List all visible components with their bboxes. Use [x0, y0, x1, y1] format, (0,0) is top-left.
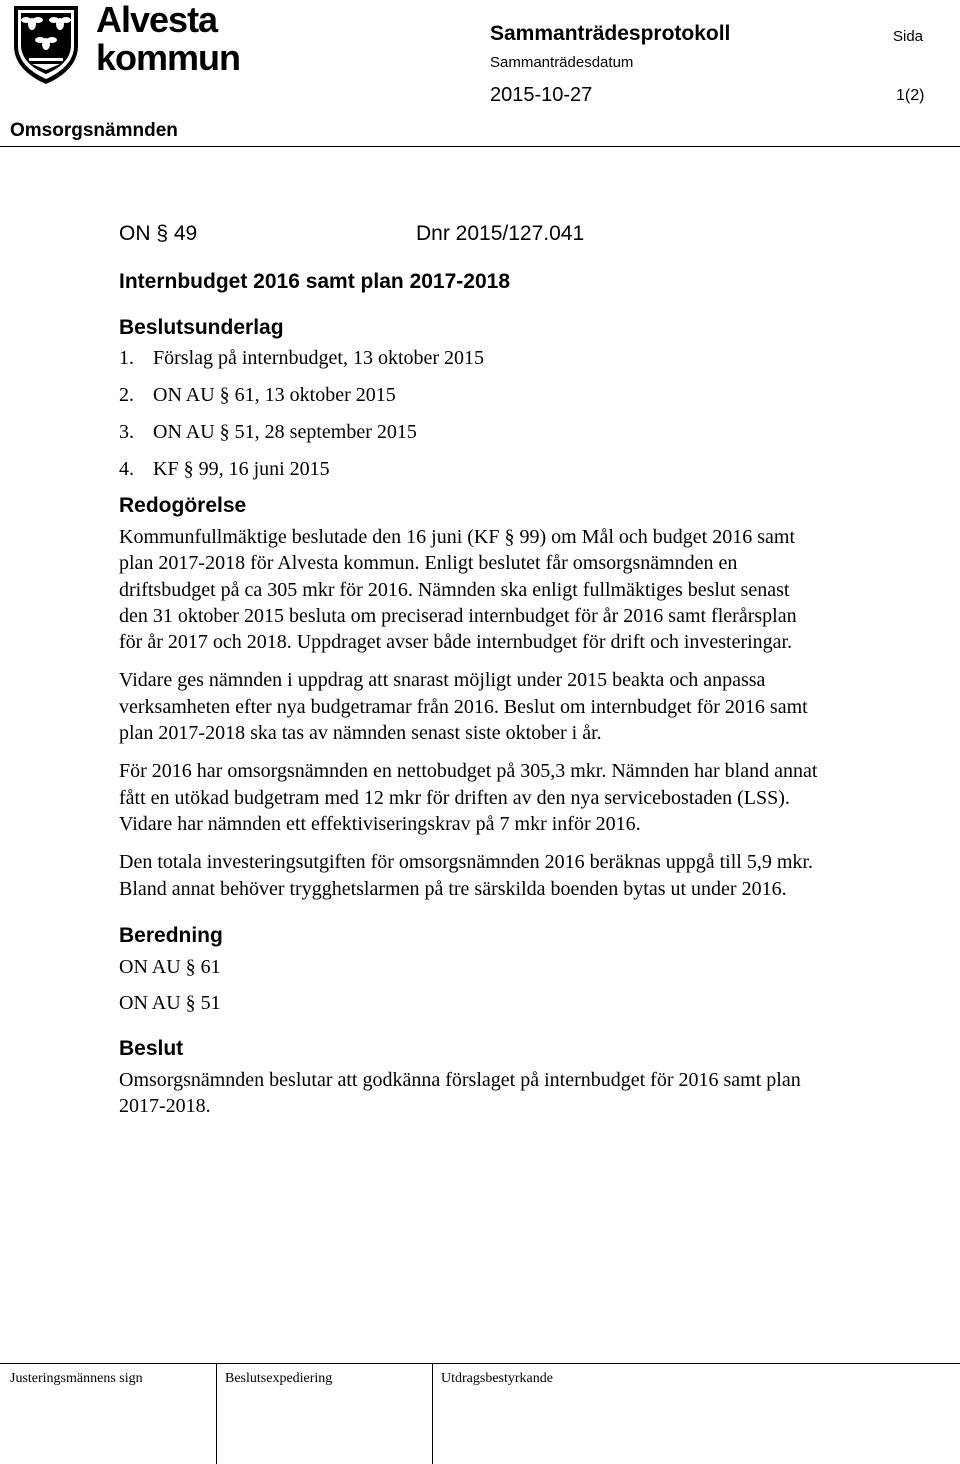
redogorelse-paragraph: För 2016 har omsorgsnämnden en nettobudget på 305,3 mkr. Nämnden har bland annat fått en utökad budgetram med 12 mkr för driften av den nya servicebostaden (LSS). Vidare har nämnden ett effektiviseringskrav på 7 mkr inför 2016. — [119, 760, 818, 835]
svg-text:kommun: kommun — [96, 37, 241, 78]
redogorelse-paragraph: Den totala investeringsutgiften för omsorgsnämnden 2016 beräknas uppgå till 5,9 mkr. Bland annat behöver trygghetslarmen på tre särskilda boenden bytas ut under 2016. — [119, 851, 813, 900]
footer-column-divider — [216, 1363, 217, 1464]
footer-certification-label: Utdragsbestyrkande — [441, 1371, 553, 1386]
redogorelse-paragraph: Vidare ges nämnden i uppdrag att snarast möjligt under 2015 beakta och anpassa verksamheten efter nya budgetramar från 2016. Beslut om internbudget för 2016 samt plan 2017-2018 ska tas av nämnden senast siste oktober i år. — [119, 669, 808, 745]
section-heading-redogorelse: Redogörelse — [119, 494, 247, 517]
redogorelse-paragraph: Kommunfullmäktige beslutade den 16 juni (KF § 99) om Mål och budget 2016 samt plan 2017-2018 för Alvesta kommun. Enligt beslutet får omsorgsnämnden en driftsbudget på ca 305 mkr för 2016. Nämnden ska enligt fullmäktiges beslut senast den 31 oktober 2015 besluta om preciserad internbudget för år 2016 samt flerårsplan för år 2017 och 2018. Uppdraget avser både internbudget för drift och investeringar. — [119, 526, 797, 654]
beredning-item: ON AU § 51 — [119, 991, 221, 1014]
list-item: 2. ON AU § 61, 13 oktober 2015 — [119, 384, 396, 406]
diary-number: Dnr 2015/127.041 — [416, 222, 585, 245]
committee-name: Omsorgsnämnden — [10, 120, 178, 141]
section-heading-beslut: Beslut — [119, 1036, 184, 1060]
list-item: 4. KF § 99, 16 juni 2015 — [119, 458, 330, 480]
svg-text:Alvesta: Alvesta — [96, 0, 218, 40]
header-divider — [0, 146, 960, 147]
meeting-date-label: Sammanträdesdatum — [490, 54, 634, 71]
protocol-item — [119, 222, 819, 1119]
page-label: Sida — [893, 28, 924, 45]
beredning-item: ON AU § 61 — [119, 955, 221, 978]
decision-text: Omsorgsnämnden beslutar att godkänna förslaget på internbudget för 2016 samt plan 2017-2018. — [119, 1068, 801, 1118]
list-item: 3. ON AU § 51, 28 september 2015 — [119, 421, 417, 443]
meeting-date: 2015-10-27 — [490, 84, 593, 106]
list-item: 1. Förslag på internbudget, 13 oktober 2015 — [119, 347, 485, 369]
footer-signature-label: Justeringsmännens sign — [10, 1371, 143, 1386]
footer-divider — [0, 1363, 960, 1364]
section-number: ON § 49 — [119, 222, 198, 245]
footer-dispatch-label: Beslutsexpediering — [225, 1371, 333, 1386]
footer-column-divider — [432, 1363, 433, 1464]
item-reference-row — [119, 222, 819, 250]
alvesta-kommun-logo — [12, 0, 241, 88]
item-title: Internbudget 2016 samt plan 2017-2018 — [119, 270, 510, 293]
document-type: Sammanträdesprotokoll — [490, 22, 731, 45]
page-number: 1(2) — [896, 87, 925, 104]
beslutsunderlag-list — [119, 346, 819, 481]
section-heading-beredning: Beredning — [119, 923, 223, 947]
section-heading-beslutsunderlag: Beslutsunderlag — [119, 316, 284, 339]
logo-text — [94, 0, 244, 83]
